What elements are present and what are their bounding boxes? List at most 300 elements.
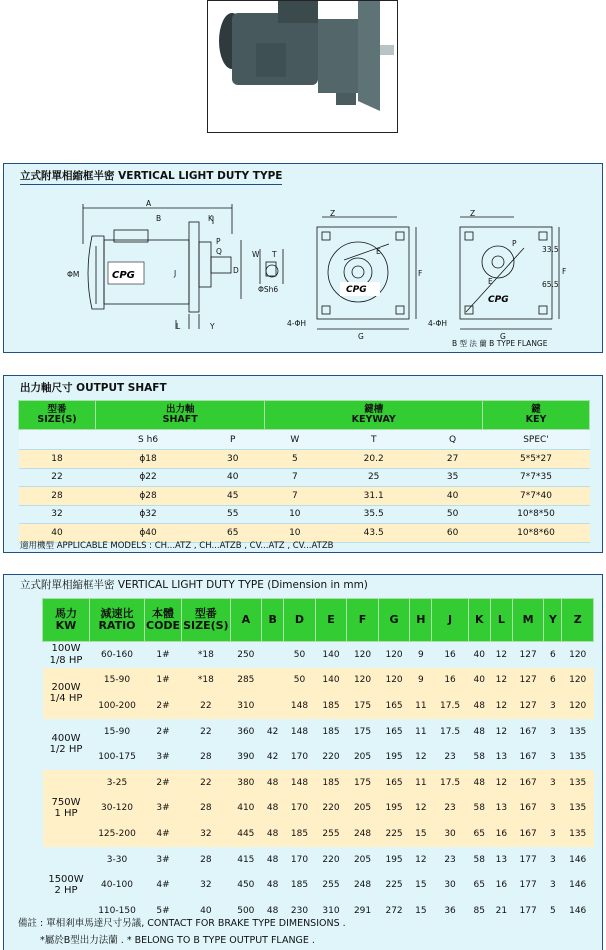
- cell: 50: [284, 668, 316, 694]
- cell: 310: [230, 693, 262, 719]
- dimension-drawing: [4, 164, 602, 352]
- cell: 21: [495, 905, 508, 916]
- cell: 165: [378, 770, 410, 796]
- label-E-1: E: [376, 247, 381, 256]
- label-J: J: [174, 269, 177, 278]
- cell: 15-90: [103, 726, 131, 737]
- cell: 10: [265, 524, 325, 543]
- cell: 12: [495, 726, 508, 737]
- cell: 10: [265, 505, 325, 524]
- cell: 167: [512, 821, 544, 847]
- cell: 12: [415, 752, 427, 763]
- cell: 13: [495, 854, 508, 865]
- cell: 148: [284, 693, 316, 719]
- label-Q: Q: [216, 247, 222, 256]
- cell: 135: [562, 796, 594, 822]
- gear-motor-photo: [208, 1, 397, 132]
- cell: 28: [19, 487, 96, 506]
- cell: 6: [544, 668, 562, 694]
- cell: 100-175: [98, 752, 136, 763]
- cell: ϕ18: [96, 450, 201, 469]
- header-key-en: KEY: [525, 414, 547, 425]
- cell: 50: [293, 649, 306, 660]
- cell: 10*8*60: [483, 524, 590, 543]
- cell: 185: [315, 693, 347, 719]
- cell: 7: [265, 487, 325, 506]
- header-code: [145, 599, 182, 642]
- cell: 40-100: [101, 880, 133, 891]
- header-keyway-zh: 鍵槽: [364, 404, 384, 416]
- cell: 48: [266, 854, 279, 865]
- cell: 120: [569, 649, 587, 660]
- cell: 23: [432, 796, 468, 822]
- power-kw: 400W: [51, 732, 81, 744]
- dimensions-table: [42, 598, 594, 924]
- cell: ϕ32: [96, 505, 201, 524]
- header-col: Z: [562, 599, 594, 642]
- cell: 120: [378, 668, 410, 694]
- cell: 48: [262, 821, 284, 847]
- cell: 3: [544, 693, 562, 719]
- cell: 135: [569, 752, 587, 763]
- cell: 22: [200, 726, 212, 737]
- shaft-title: 出力軸尺寸 OUTPUT SHAFT: [20, 382, 167, 394]
- cell: 31.1: [325, 487, 423, 506]
- cell: 35.5: [325, 505, 423, 524]
- cell: 40: [19, 524, 96, 543]
- cell: 60-160: [101, 649, 133, 660]
- cell: 146: [569, 854, 587, 865]
- cell: 11: [415, 726, 427, 737]
- cell: 140: [322, 649, 340, 660]
- header-size-zh: 型番: [47, 404, 67, 416]
- cell: 5: [265, 450, 325, 469]
- label-Sh6: ΦSh6: [258, 285, 279, 294]
- cell: 230: [290, 905, 309, 916]
- cell: 12: [490, 770, 512, 796]
- table-row: [19, 487, 590, 506]
- cell: 148: [290, 726, 309, 737]
- cell: 3-30: [106, 854, 128, 865]
- power-cell: [43, 719, 90, 770]
- label-A: A: [146, 199, 152, 208]
- label-H-2: 4-ΦH: [428, 319, 448, 328]
- cell: 380: [230, 770, 262, 796]
- header-power: [43, 599, 90, 642]
- header-col: F: [347, 599, 379, 642]
- cell: 291: [353, 905, 372, 916]
- header-power-zh: 馬力: [55, 607, 77, 621]
- table-row: [43, 847, 594, 873]
- cell: 3: [550, 854, 556, 865]
- header-size-zh: 型番: [194, 607, 217, 621]
- table-row: [43, 642, 594, 668]
- cell: 5*5*27: [483, 450, 590, 469]
- cell: 148: [284, 770, 316, 796]
- cell: 30: [201, 450, 265, 469]
- cell: 65: [473, 880, 485, 891]
- table-row: [43, 744, 594, 770]
- cell: 9: [418, 649, 424, 660]
- header-col: J: [432, 599, 468, 642]
- label-K: K: [208, 214, 213, 223]
- cell: 65: [201, 524, 265, 543]
- cell: 310: [322, 905, 340, 916]
- power-hp: 1 HP: [54, 808, 78, 820]
- cell: 185: [284, 821, 316, 847]
- power-hp: 1/2 HP: [49, 744, 83, 756]
- cell: 23: [444, 752, 456, 763]
- header-size: [182, 599, 230, 642]
- cell: ϕ28: [96, 487, 201, 506]
- cell: 135: [562, 770, 594, 796]
- cell: 195: [385, 854, 403, 865]
- cell: [262, 693, 284, 719]
- table-row: [43, 770, 594, 796]
- header-col: D: [284, 599, 316, 642]
- cell: 25: [325, 468, 423, 487]
- dimensions-panel: [3, 574, 603, 950]
- cell: 16: [444, 649, 456, 660]
- header-ratio-zh: 減速比: [100, 607, 134, 621]
- cell: 42: [266, 752, 279, 763]
- cell: 127: [519, 649, 537, 660]
- cell: 48: [262, 770, 284, 796]
- cell: 7: [265, 468, 325, 487]
- cell: 185: [290, 880, 309, 891]
- cell: 450: [237, 880, 255, 891]
- label-G-2: G: [500, 332, 506, 341]
- cell: 2#: [145, 770, 182, 796]
- cell: 248: [353, 880, 372, 891]
- product-photo: [207, 0, 398, 133]
- cell: 185: [315, 770, 347, 796]
- cell: 28: [200, 854, 212, 865]
- power-hp: 1/8 HP: [49, 654, 83, 666]
- cell: ϕ22: [96, 468, 201, 487]
- cell: 195: [385, 752, 403, 763]
- cell: 225: [385, 880, 403, 891]
- cell: 415: [237, 854, 255, 865]
- b-flange-caption: B 型 法 蘭 B TYPE FLANGE: [452, 339, 548, 348]
- cell: 7*7*40: [483, 487, 590, 506]
- cell: 12: [490, 693, 512, 719]
- header-code-en: CODE: [146, 619, 181, 632]
- cell: 3#: [145, 796, 182, 822]
- cell: 225: [378, 821, 410, 847]
- cell: 48: [266, 905, 279, 916]
- cell: 11: [410, 770, 432, 796]
- cell: 15: [415, 880, 427, 891]
- cell: 60: [423, 524, 483, 543]
- cell: 22: [182, 693, 230, 719]
- power-hp: 1/4 HP: [49, 693, 83, 705]
- cell: 15: [410, 821, 432, 847]
- cell: 146: [569, 905, 587, 916]
- power-kw: 100W: [51, 643, 81, 655]
- label-Z-2: Z: [470, 209, 476, 218]
- logo-text-2: CPG: [346, 285, 367, 295]
- cell: 32: [19, 505, 96, 524]
- cell: 140: [315, 668, 347, 694]
- cell: 13: [490, 796, 512, 822]
- cell: 17.5: [440, 726, 461, 737]
- subheader-cell: P: [201, 430, 265, 450]
- cell: 17.5: [432, 693, 468, 719]
- label-P-2: P: [512, 239, 517, 248]
- label-F-2: F: [562, 267, 567, 276]
- cell: 167: [519, 752, 537, 763]
- cell: 3: [544, 821, 562, 847]
- header-keyway-en: KEYWAY: [351, 414, 396, 425]
- cell: 10*8*50: [483, 505, 590, 524]
- logo-text-3: CPG: [488, 295, 509, 305]
- cell: 48: [468, 770, 490, 796]
- table-row: [19, 450, 590, 469]
- table-row: [43, 719, 594, 745]
- cell: 127: [512, 693, 544, 719]
- cell: 205: [347, 796, 379, 822]
- cell: 3#: [156, 752, 170, 763]
- cell: 42: [266, 726, 279, 737]
- cell: 250: [237, 649, 255, 660]
- cell: 167: [512, 796, 544, 822]
- table-row: [19, 505, 590, 524]
- cell: 48: [473, 726, 485, 737]
- power-cell: [43, 668, 90, 719]
- header-col: M: [512, 599, 544, 642]
- cell: 23: [444, 854, 456, 865]
- cell: 205: [353, 752, 372, 763]
- cell: 120: [562, 693, 594, 719]
- cell: 65: [468, 821, 490, 847]
- cell: 3#: [156, 854, 170, 865]
- cell: 165: [378, 693, 410, 719]
- power-kw: 1500W: [48, 873, 84, 885]
- cell: 12: [410, 796, 432, 822]
- cell: 28: [200, 752, 212, 763]
- cell: 110-150: [98, 905, 136, 916]
- table-row: [43, 668, 594, 694]
- header-power-en: KW: [55, 619, 77, 632]
- label-Y: Y: [210, 322, 215, 331]
- cell: 120: [347, 668, 379, 694]
- label-L: L: [176, 322, 181, 331]
- cell: 3: [550, 880, 556, 891]
- cell: 32: [182, 821, 230, 847]
- cell: 195: [378, 796, 410, 822]
- power-hp: 2 HP: [54, 885, 78, 897]
- subheader-cell: Q: [423, 430, 483, 450]
- cell: 175: [347, 770, 379, 796]
- cell: 22: [182, 770, 230, 796]
- label-H-1: 4-ΦH: [287, 319, 307, 328]
- power-cell: [43, 770, 90, 847]
- cell: 167: [519, 726, 537, 737]
- subheader-blank: [19, 430, 96, 450]
- cell: 12: [415, 854, 427, 865]
- cell: 1#: [145, 668, 182, 694]
- cell: 22: [19, 468, 96, 487]
- label-G-1: G: [358, 332, 364, 341]
- cell: 28: [182, 796, 230, 822]
- cell: 40: [201, 468, 265, 487]
- cell: [262, 668, 284, 694]
- cell: 85: [473, 905, 485, 916]
- dimension-diagram-panel: [3, 163, 603, 353]
- power-kw: 200W: [51, 681, 81, 693]
- cell: 165: [385, 726, 403, 737]
- cell: 285: [230, 668, 262, 694]
- cell: 120: [385, 649, 403, 660]
- header-col: G: [378, 599, 410, 642]
- cell: 255: [322, 880, 340, 891]
- cell: 167: [512, 770, 544, 796]
- dims-title: 立式附單相縮框半密 VERTICAL LIGHT DUTY TYPE (Dimension in mm): [20, 579, 368, 591]
- header-size-en: SIZE(S): [37, 414, 77, 425]
- cell: 360: [237, 726, 255, 737]
- cell: 16: [490, 821, 512, 847]
- cell: 220: [322, 854, 340, 865]
- cell: 15: [415, 905, 427, 916]
- header-code-zh: 本體: [152, 607, 175, 621]
- header-key: [483, 401, 590, 430]
- power-cell: [43, 847, 90, 924]
- header-col: B: [262, 599, 284, 642]
- header-col: K: [468, 599, 490, 642]
- cell: 220: [315, 796, 347, 822]
- label-33-5: 33.5: [542, 245, 559, 254]
- power-cell: [43, 642, 90, 668]
- cell: 30-120: [90, 796, 145, 822]
- cell: 2#: [145, 693, 182, 719]
- cell: 135: [562, 821, 594, 847]
- cell: 9: [410, 668, 432, 694]
- cell: 40: [423, 487, 483, 506]
- header-size: [19, 401, 96, 430]
- cell: 410: [230, 796, 262, 822]
- cell: 40: [473, 649, 485, 660]
- applicable-models: 適用機型 APPLICABLE MODELS : CH...ATZ , CH...ATZB , CV...ATZ , CV...ATZB: [20, 541, 334, 551]
- cell: 12: [490, 668, 512, 694]
- b-flange-note: *屬於B型出力法蘭 . * BELONG TO B TYPE OUTPUT FLANGE .: [40, 935, 315, 946]
- label-W: W: [252, 250, 260, 259]
- label-B: B: [156, 214, 162, 223]
- cell: 20.2: [325, 450, 423, 469]
- label-65-5: 65.5: [542, 280, 559, 289]
- cell: 120: [562, 668, 594, 694]
- cell: 100-200: [90, 693, 145, 719]
- subheader-cell: T: [325, 430, 423, 450]
- cell: *18: [182, 668, 230, 694]
- subheader-cell: S h6: [96, 430, 201, 450]
- header-shaft: [96, 401, 265, 430]
- cell: 7*7*35: [483, 468, 590, 487]
- cell: 5#: [156, 905, 170, 916]
- cell: 272: [385, 905, 403, 916]
- cell: 40: [200, 905, 212, 916]
- header-col: H: [410, 599, 432, 642]
- cell: 30: [432, 821, 468, 847]
- cell: 48: [266, 880, 279, 891]
- header-col: L: [490, 599, 512, 642]
- dimensions-body: [43, 642, 594, 924]
- cell: 45: [201, 487, 265, 506]
- cell: 135: [569, 726, 587, 737]
- subheader-row: [19, 430, 590, 450]
- header-ratio: [90, 599, 145, 642]
- cell: *18: [197, 649, 214, 660]
- cell: 58: [468, 796, 490, 822]
- power-kw: 750W: [51, 796, 81, 808]
- cell: 3: [550, 752, 556, 763]
- cell: 30: [444, 880, 456, 891]
- cell: 6: [550, 649, 556, 660]
- label-D: D: [233, 266, 239, 275]
- label-P: P: [216, 237, 221, 246]
- cell: 3: [550, 726, 556, 737]
- cell: 16: [432, 668, 468, 694]
- cell: 390: [237, 752, 255, 763]
- output-shaft-panel: [3, 375, 603, 553]
- cell: 220: [322, 752, 340, 763]
- header-shaft-zh: 出力軸: [165, 404, 195, 416]
- cell: 58: [473, 752, 485, 763]
- table-row: [43, 693, 594, 719]
- cell: 4#: [156, 880, 170, 891]
- cell: 27: [423, 450, 483, 469]
- output-shaft-table: [18, 400, 590, 543]
- label-T: T: [272, 250, 277, 259]
- cell: 170: [290, 752, 309, 763]
- cell: [262, 642, 284, 668]
- cell: 170: [284, 796, 316, 822]
- cell: 1#: [156, 649, 170, 660]
- header-key-zh: 鍵: [531, 404, 541, 416]
- cell: ϕ40: [96, 524, 201, 543]
- subheader-cell: SPEC': [483, 430, 590, 450]
- cell: 125-200: [90, 821, 145, 847]
- cell: 15-90: [90, 668, 145, 694]
- cell: 11: [410, 693, 432, 719]
- table-row: [43, 796, 594, 822]
- cell: 48: [262, 796, 284, 822]
- header-col: E: [315, 599, 347, 642]
- cell: 40: [468, 668, 490, 694]
- cell: 120: [353, 649, 372, 660]
- cell: 500: [237, 905, 255, 916]
- cell: 3: [544, 770, 562, 796]
- cell: 5: [550, 905, 556, 916]
- header-col: A: [230, 599, 262, 642]
- logo-text-1: CPG: [112, 270, 135, 281]
- cell: 16: [495, 880, 508, 891]
- label-Z-1: Z: [330, 209, 336, 218]
- header-ratio-en: RATIO: [98, 619, 136, 632]
- cell: 18: [19, 450, 96, 469]
- label-E-2: E: [488, 277, 493, 286]
- subheader-cell: W: [265, 430, 325, 450]
- cell: 177: [519, 905, 537, 916]
- cell: 3: [544, 796, 562, 822]
- cell: 177: [519, 854, 537, 865]
- cell: 48: [468, 693, 490, 719]
- cell: 2#: [156, 726, 170, 737]
- cell: 255: [315, 821, 347, 847]
- cell: 12: [495, 649, 508, 660]
- cell: 13: [495, 752, 508, 763]
- label-M: ΦM: [67, 270, 80, 279]
